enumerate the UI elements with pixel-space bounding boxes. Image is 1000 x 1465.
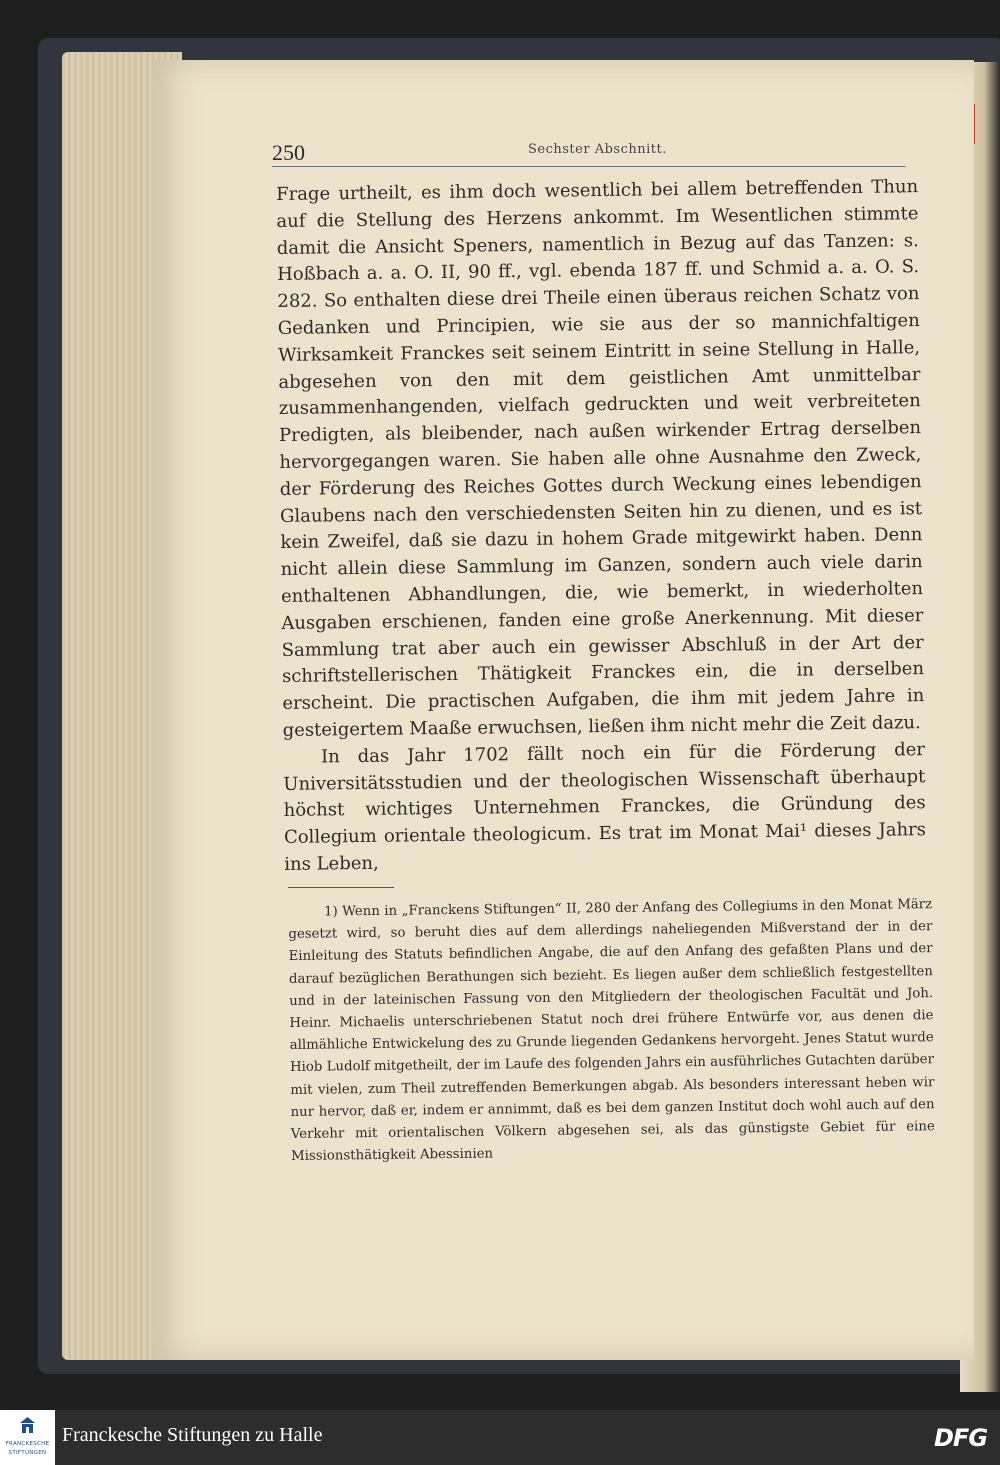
footer-title[interactable]: Franckesche Stiftungen zu Halle — [62, 1424, 323, 1446]
logo-text-line2: STIFTUNGEN — [8, 1450, 47, 1456]
paragraph: In das Jahr 1702 fällt noch ein für die Förderung der Universitätsstudien und der theologischen Wissenschaft überhaupt höchst wichtiges Unternehmen Franckes, die Gründung des Collegium orientale theologicum. Es trat im Monat Mai¹ dieses Jahrs ins Leben, — [283, 738, 927, 875]
logo-text-line1: FRANCKESCHE — [5, 1441, 50, 1447]
page-header — [272, 136, 906, 167]
dfg-logo[interactable]: DFG — [934, 1424, 988, 1452]
viewer-footer — [0, 1410, 1000, 1465]
building-icon — [20, 1417, 35, 1435]
main-text — [276, 174, 926, 879]
running-head: Sechster Abschnitt. — [528, 142, 667, 157]
page-number: 250 — [272, 140, 305, 165]
footnote: 1) Wenn in „Franckens Stiftungen“ II, 280 der Anfang des Collegiums in den Monat März gesetzt wird, so beruht dies auf dem allerdings naheliegenden Mißverstand der in der Einleitung des Statuts befindlichen Angabe, die auf den Anfang des gefaßten Plans und der darauf bezüglichen Berathungen sich bezieht. Es liegen außer dem schließlich festgestellten und in der lateinischen Fassung von den Mitgliedern der theologischen Facultät und Joh. Heinr. Michaelis unterschriebenen Statut noch drei frühere Entwürfe vor, aus denen die allmähliche Entwickelung des zu Grunde liegenden Gedankens hervorgeht. Jenes Statut wurde Hiob Ludolf mitgetheilt, der im Laufe des folgenden Jahrs ein ausführliches Gutachten darüber mit vielen, zum Theil zutreffenden Bemerkungen abgab. Als besonders interessant heben wir nur hervor, daß er, indem er annimmt, daß es bei dem ganzen Institut doch wohl auch auf den Verkehr mit orientalischen Völkern abgesehen sei, als das günstigste Gebiet für eine Missionsthätigkeit Abessinien — [288, 897, 935, 1165]
paragraph: Frage urtheilt, es ihm doch wesentlich bei allem betreffenden Thun auf die Stellung des Herzens ankommt. Im Wesentlichen stimmte damit die Ansicht Speners, namentlich in Bezug auf das Tanzen: s. Hoßbach a. a. O. II, 90 ff., vgl. ebenda 187 ff. und Schmid a. a. O. S. 282. So enthalten diese drei Theile einen überaus reichen Schatz von Gedanken und Principien, wie sie aus der so mannichfaltigen Wirksamkeit Franckes seit seinem Eintritt in seine Stellung in Halle, abgesehen von den mit dem geistlichen Amt unmittelbar zusammenhangenden, vielfach gedruckten und weit verbreiteten Predigten, als bleibender, nach außen wirkender Ertrag derselben hervorgegangen waren. Sie haben alle ohne Ausnahme den Zweck, der Förderung des Reiches Gottes durch Weckung eines lebendigen Glaubens nach den verschiedensten Seiten hin zu dienen, und es ist kein Zweifel, daß sie dazu in hohem Grade mitgewirkt haben. Denn nicht allein diese Sammlung im Ganzen, sondern auch viele darin enthaltenen Abhandlungen, die, wie bemerkt, in wiederholten Ausgaben erschienen, fanden eine große Anerkennung. Mit dieser Sammlung trat aber auch ein gewisser Abschluß in der Art der schriftstellerischen Thätigkeit Franckes ein, die in derselben erscheint. Die practischen Aufgaben, die ihm mit jedem Jahre in gesteigertem Maaße erwuchsen, ließen ihm nicht mehr die Zeit dazu. — [276, 176, 925, 741]
footnote-rule — [288, 887, 394, 888]
footnotes — [288, 894, 935, 1168]
francke-logo[interactable] — [0, 1410, 55, 1465]
